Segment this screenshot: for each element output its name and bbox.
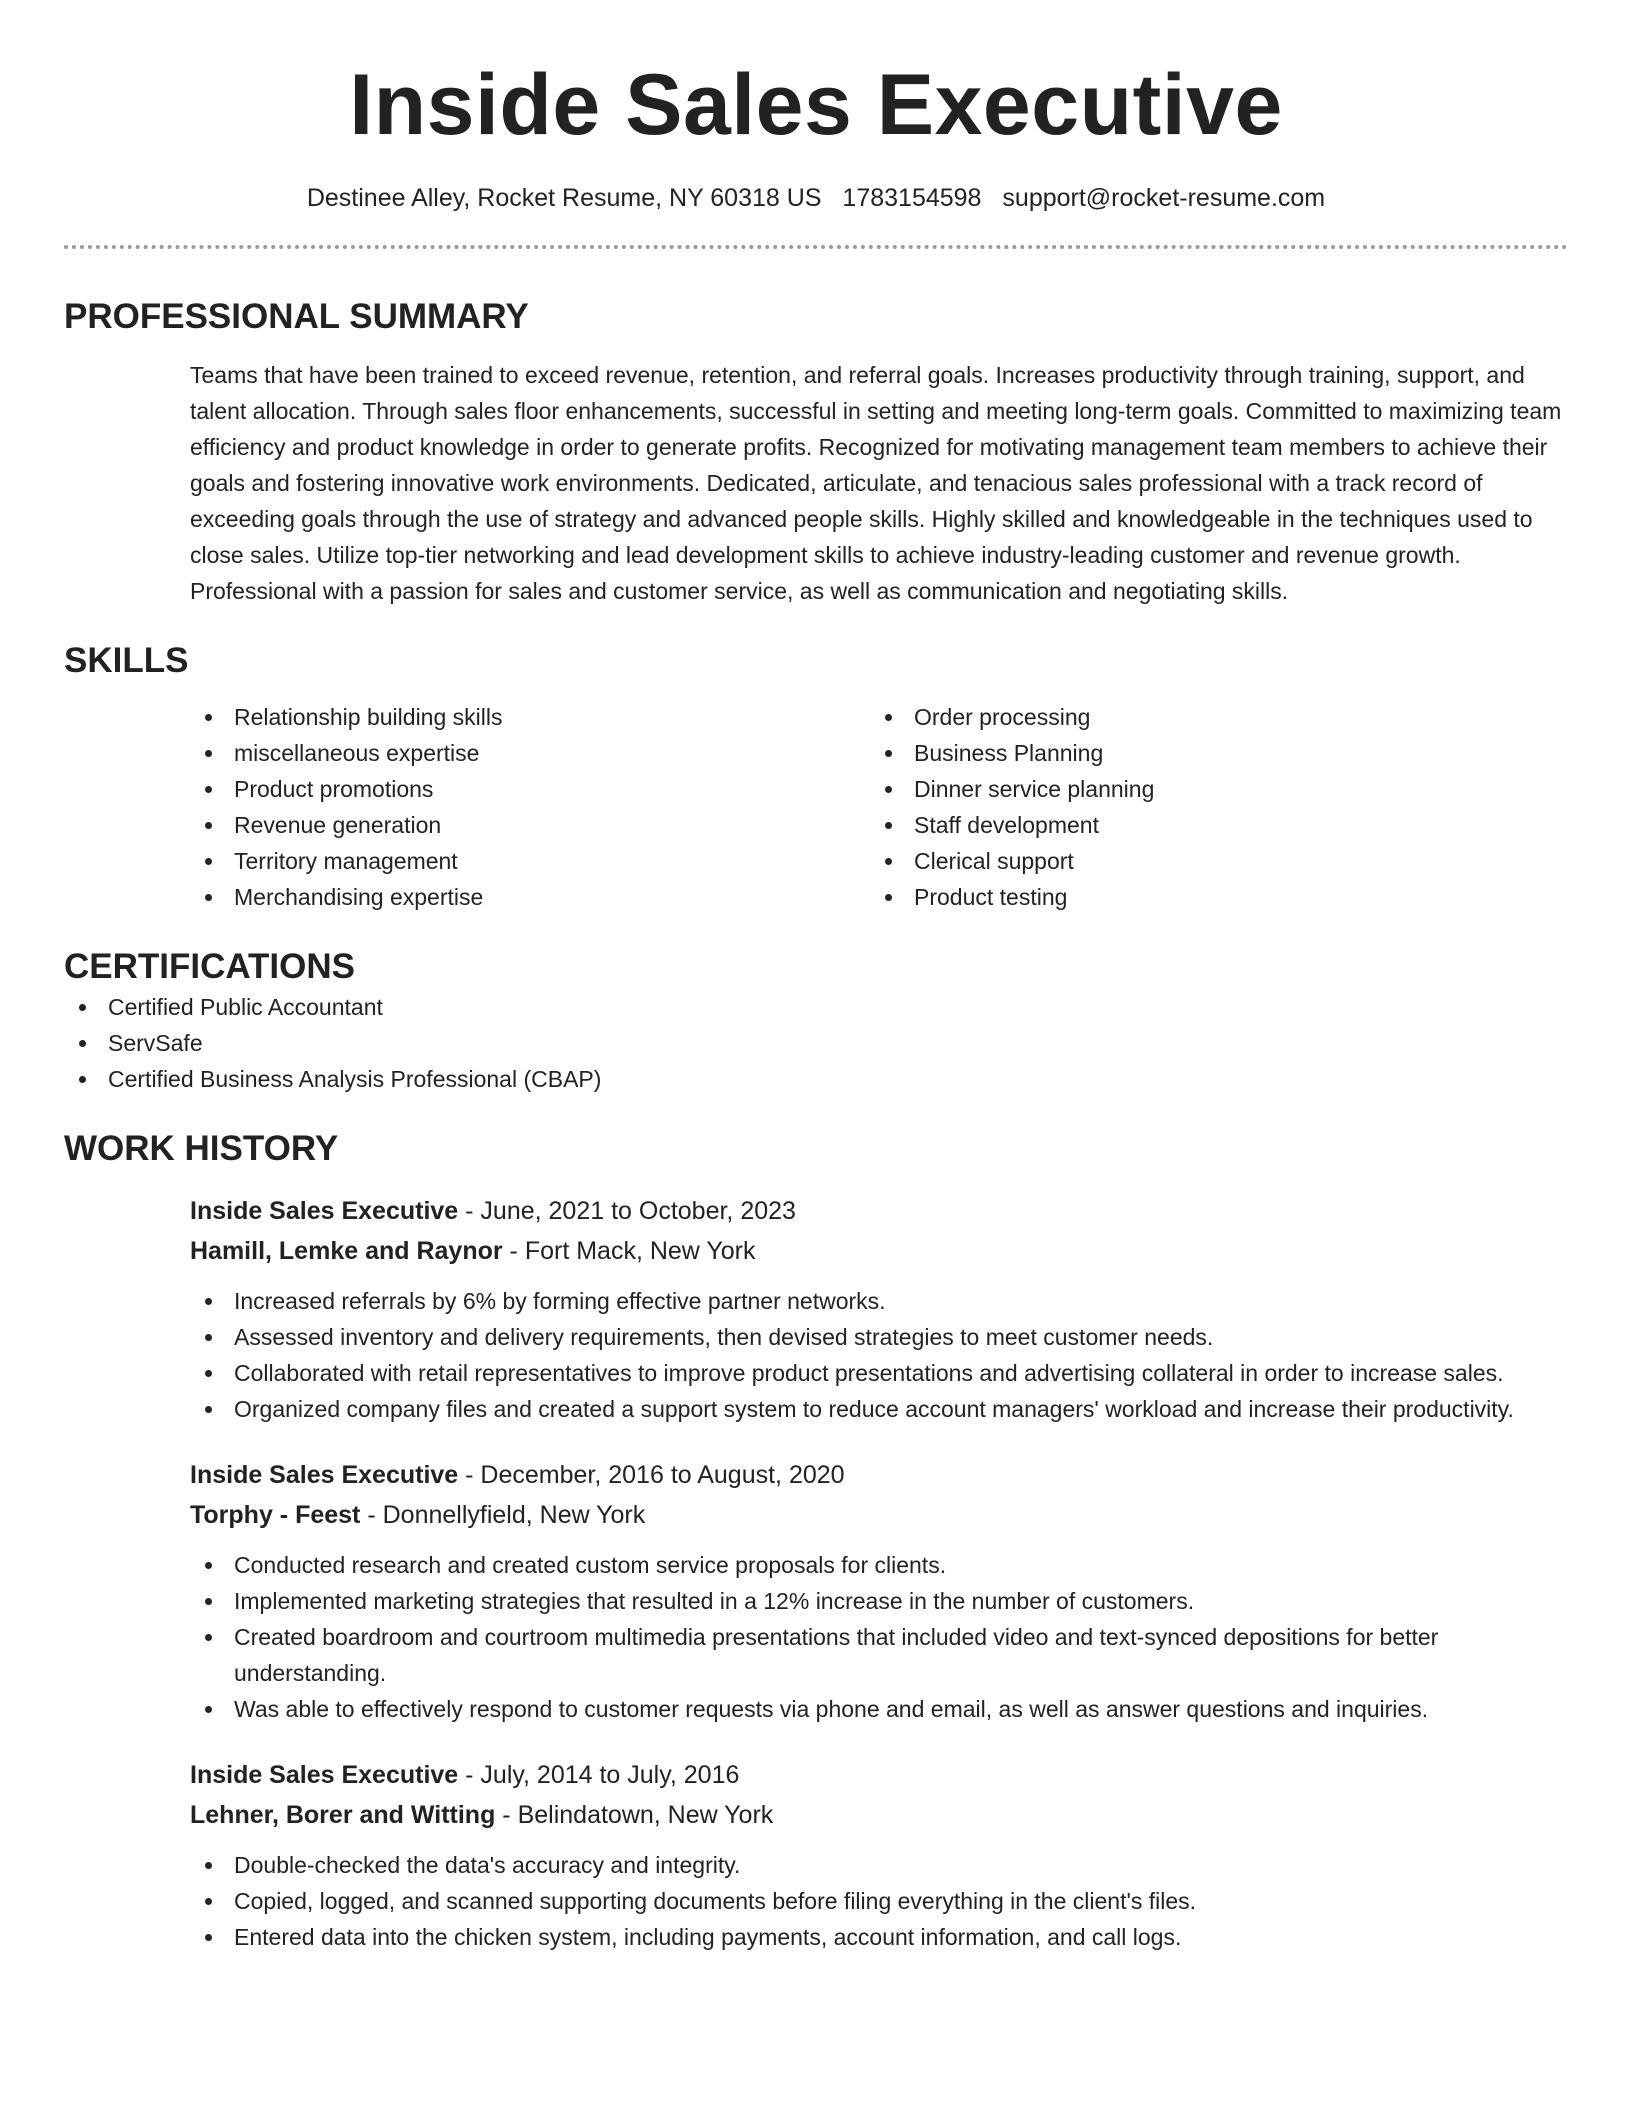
job-position: Inside Sales Executive — [190, 1197, 459, 1225]
job-bullet: Organized company files and created a support system to reduce account managers' workload and increase their productivity. — [190, 1391, 1568, 1427]
summary-text: Teams that have been trained to exceed revenue, retention, and referral goals. Increases productivity through training, support, and talent allocation. Through sales floor enhancements, successful in setting and meeting long-term goals. Committed to maximizing team efficiency and product knowledge in order to generate profits. Recognized for motivating management team members to achieve their goals and fostering innovative work environments. Dedicated, articulate, and tenacious sales professional with a track record of exceeding goals through the use of strategy and advanced people skills. Highly skilled and knowledgeable in the techniques used to close sales. Utilize top-tier networking and lead development skills to achieve industry-leading customer and revenue growth. Professional with a passion for sales and customer service, as well as communication and negotiating skills. — [190, 362, 1562, 604]
skill-item: Order processing — [870, 699, 1550, 735]
job-location: - Donnellyfield, New York — [360, 1501, 646, 1529]
job-entry — [190, 1755, 1568, 1955]
skill-item: Business Planning — [870, 735, 1550, 771]
skills-left-list — [190, 699, 870, 915]
contact-phone: 1783154598 — [842, 184, 982, 212]
job-bullet: Was able to effectively respond to customer requests via phone and email, as well as answer questions and inquiries. — [190, 1691, 1568, 1727]
job-location: - Fort Mack, New York — [502, 1237, 756, 1265]
job-company-line — [190, 1795, 1568, 1835]
skill-item: Dinner service planning — [870, 771, 1550, 807]
job-bullets — [190, 1847, 1568, 1955]
job-bullet: Increased referrals by 6% by forming effective partner networks. — [190, 1283, 1568, 1319]
job-bullet: Created boardroom and courtroom multimedia presentations that included video and text-synced depositions for better understanding. — [190, 1619, 1568, 1691]
skill-item: Clerical support — [870, 843, 1550, 879]
job-entry — [190, 1191, 1568, 1427]
skill-item: Staff development — [870, 807, 1550, 843]
job-dates: - July, 2014 to July, 2016 — [458, 1761, 740, 1789]
skill-item: Territory management — [190, 843, 870, 879]
skill-item: Product testing — [870, 879, 1550, 915]
job-bullets — [190, 1283, 1568, 1427]
job-bullet: Implemented marketing strategies that resulted in a 12% increase in the number of customers. — [190, 1583, 1568, 1619]
certification-item: Certified Business Analysis Professional (CBAP) — [64, 1061, 1568, 1097]
skill-item: Merchandising expertise — [190, 879, 870, 915]
skills-right-list — [870, 699, 1550, 915]
job-bullet: Double-checked the data's accuracy and integrity. — [190, 1847, 1568, 1883]
job-entry — [190, 1455, 1568, 1727]
job-bullet: Copied, logged, and scanned supporting documents before filing everything in the client's files. — [190, 1883, 1568, 1919]
job-company: Torphy - Feest — [190, 1501, 361, 1529]
work-history-heading: WORK HISTORY — [64, 1129, 339, 1168]
job-position-line — [190, 1191, 1568, 1231]
job-position-line — [190, 1455, 1568, 1495]
skill-item: Relationship building skills — [190, 699, 870, 735]
header-divider — [64, 245, 1568, 249]
resume-title: Inside Sales Executive — [349, 57, 1283, 153]
contact-address: Destinee Alley, Rocket Resume, NY 60318 US — [306, 184, 822, 212]
certification-item: Certified Public Accountant — [64, 989, 1568, 1025]
job-position: Inside Sales Executive — [190, 1461, 459, 1489]
job-bullets — [190, 1547, 1568, 1727]
skill-item: miscellaneous expertise — [190, 735, 870, 771]
job-bullet: Collaborated with retail representatives to improve product presentations and advertising collateral in order to increase sales. — [190, 1355, 1568, 1391]
skills-columns — [190, 699, 1568, 915]
job-position-line — [190, 1755, 1568, 1795]
job-company-line — [190, 1495, 1568, 1535]
job-dates: - June, 2021 to October, 2023 — [458, 1197, 796, 1225]
contact-line — [64, 182, 1568, 214]
job-bullet: Entered data into the chicken system, including payments, account information, and call logs. — [190, 1919, 1568, 1955]
skill-item: Product promotions — [190, 771, 870, 807]
job-bullet: Conducted research and created custom service proposals for clients. — [190, 1547, 1568, 1583]
job-company: Lehner, Borer and Witting — [190, 1801, 496, 1829]
contact-email: support@rocket-resume.com — [1002, 184, 1326, 212]
job-dates: - December, 2016 to August, 2020 — [458, 1461, 845, 1489]
job-company: Hamill, Lemke and Raynor — [190, 1237, 503, 1265]
certification-item: ServSafe — [64, 1025, 1568, 1061]
skills-heading: SKILLS — [64, 641, 189, 680]
certifications-heading: CERTIFICATIONS — [64, 947, 356, 986]
job-position: Inside Sales Executive — [190, 1761, 459, 1789]
summary-heading: PROFESSIONAL SUMMARY — [64, 297, 529, 336]
job-location: - Belindatown, New York — [495, 1801, 774, 1829]
skill-item: Revenue generation — [190, 807, 870, 843]
job-company-line — [190, 1231, 1568, 1271]
job-bullet: Assessed inventory and delivery requirements, then devised strategies to meet customer needs. — [190, 1319, 1568, 1355]
certifications-list — [64, 989, 1568, 1097]
